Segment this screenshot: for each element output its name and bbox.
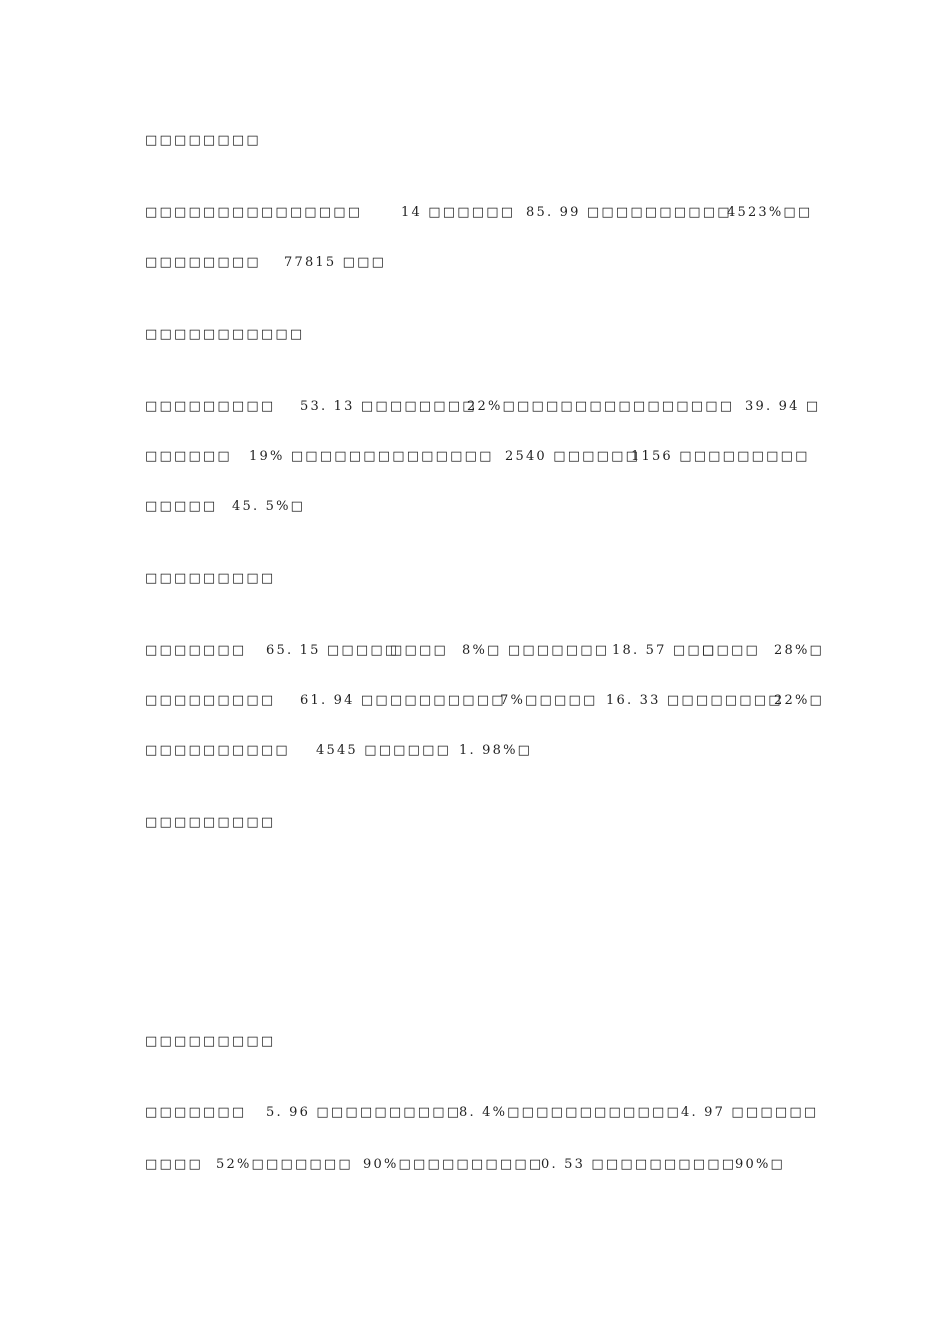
text-run: 4. 97 □□□□□□: [681, 1105, 819, 1120]
text-run: 5. 96 □□□□□□□□□□: [266, 1105, 462, 1120]
section-heading: [0, 1032, 950, 1052]
text-run: 8. 4%□□□□□□□□□□□□: [459, 1105, 681, 1120]
text-run: 1156 □□□□□□□□□: [631, 449, 810, 464]
paragraph-line: [0, 1103, 950, 1123]
text-run: 2540 □□□□□□: [505, 449, 641, 464]
text-run: □□□□: [702, 643, 760, 658]
paragraph-line: [0, 691, 950, 711]
text-run: 18. 57 □□□: [612, 643, 717, 658]
text-run: □□□□□□□□□: [145, 399, 276, 414]
text-run: □□□□□□□□: [145, 255, 261, 270]
text-run: 14 □□□□□□: [401, 205, 516, 220]
paragraph-line: [0, 447, 950, 467]
text-run: 85. 99 □□□□□□□□□□: [526, 205, 732, 220]
paragraph-line: [0, 1155, 950, 1175]
text-run: □□□□□□□: [145, 643, 247, 658]
heading-text: □□□□□□□□□: [145, 1034, 276, 1049]
text-run: 4545 □□□□□□: [316, 743, 452, 758]
text-run: □□□□: [390, 643, 448, 658]
text-run: 52%□□□□□□□: [216, 1157, 353, 1172]
text-run: 7%□□□□□: [500, 693, 598, 708]
section-heading: [0, 813, 950, 833]
text-run: 19% □□□□□□□□□□□□□□: [249, 449, 494, 464]
paragraph-line: [0, 203, 950, 223]
text-run: 53. 13 □□□□□□□□: [300, 399, 477, 414]
text-run: □□□□□□□□□: [145, 693, 276, 708]
text-run: 16. 33 □□□□□□□□: [606, 693, 783, 708]
section-heading: [0, 131, 950, 151]
text-run: 0. 53 □□□□□□□□□□: [541, 1157, 737, 1172]
text-run: 1. 98%□: [459, 743, 533, 758]
text-run: 45. 5%□: [232, 499, 306, 514]
paragraph-line: [0, 497, 950, 517]
paragraph-line: [0, 397, 950, 417]
text-run: 8%□ □□□□□□□: [462, 643, 610, 658]
text-run: □□□□□□□□□□: [145, 743, 290, 758]
heading-text: □□□□□□□□: [145, 133, 261, 148]
text-run: □□□□□: [145, 499, 218, 514]
text-run: □□□□□□: [145, 449, 232, 464]
text-run: □□□□□□□□□□□□□□□: [145, 205, 363, 220]
text-run: □□□□: [145, 1157, 203, 1172]
text-run: 22%□□□□□□□□□□□□□□□□: [467, 399, 735, 414]
text-run: 90%□: [735, 1157, 785, 1172]
text-run: 77815 □□□: [284, 255, 387, 270]
text-run: 90%□□□□□□□□□□: [363, 1157, 544, 1172]
heading-text: □□□□□□□□□: [145, 815, 276, 830]
section-heading: [0, 325, 950, 345]
paragraph-line: [0, 641, 950, 661]
paragraph-line: [0, 253, 950, 273]
text-run: 65. 15 □□□□□: [266, 643, 400, 658]
text-run: 22%□: [774, 693, 824, 708]
text-run: 39. 94 □: [745, 399, 821, 414]
section-heading: [0, 569, 950, 589]
heading-text: □□□□□□□□□: [145, 571, 276, 586]
text-run: 28%□: [774, 643, 824, 658]
text-run: 4523%□□: [727, 205, 813, 220]
paragraph-line: [0, 741, 950, 761]
text-run: 61. 94 □□□□□□□□□□: [300, 693, 506, 708]
text-run: □□□□□□□: [145, 1105, 247, 1120]
heading-text: □□□□□□□□□□□: [145, 327, 305, 342]
